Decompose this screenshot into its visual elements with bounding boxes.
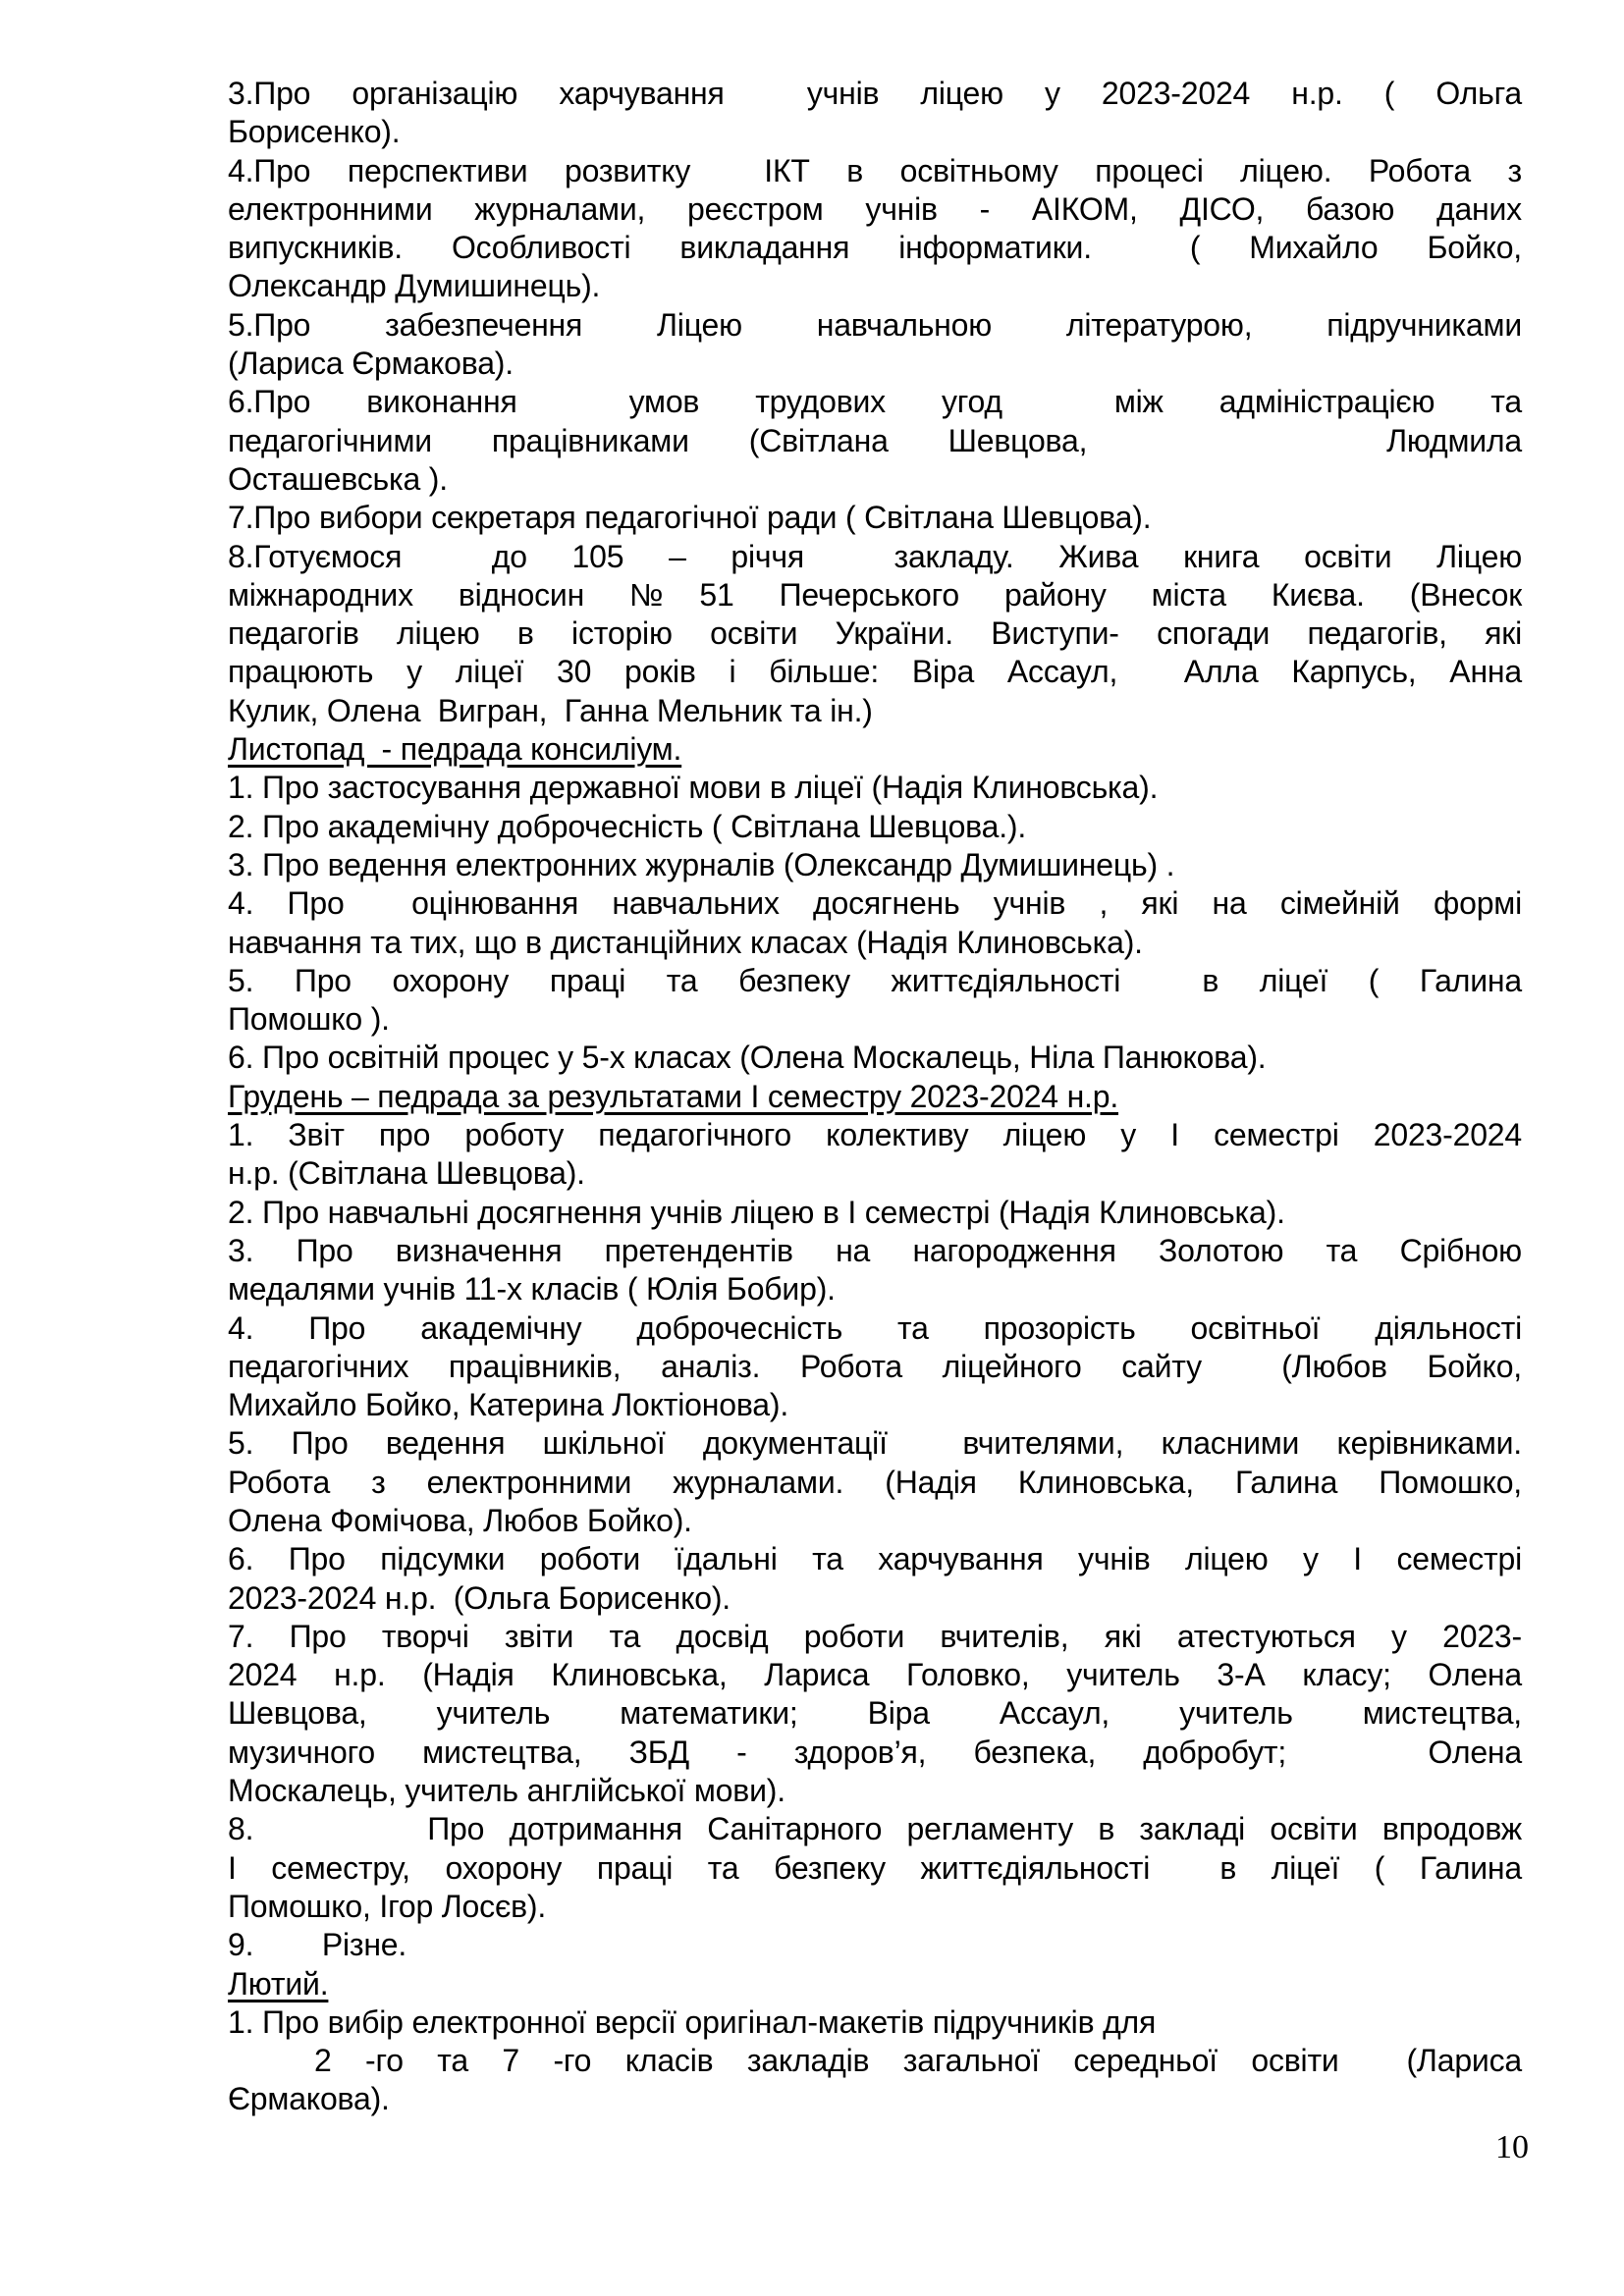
text-line: 8.Готуємося до 105 – річчя закладу. Жива книга освіти Ліцею <box>228 538 1522 574</box>
paragraph <box>228 2003 1522 2042</box>
text-line: 7.Про вибори секретаря педагогічної ради ( Світлана Шевцова). <box>228 500 1152 536</box>
text-line: Лютий. <box>228 1965 329 2002</box>
text-line: н.р. (Світлана Шевцова). <box>228 1155 585 1192</box>
text-line: Олена Фомічова, Любов Бойко). <box>228 1502 692 1538</box>
paragraph <box>228 1194 1522 1232</box>
text-line: 2. Про академічну доброчесність ( Світлана Шевцова.). <box>228 808 1027 844</box>
paragraph <box>228 2042 1522 2119</box>
text-line: 1. Про застосування державної мови в ліцеї (Надія Клиновська). <box>228 770 1159 806</box>
text-line: (Лариса Єрмакова). <box>228 346 514 382</box>
paragraph <box>228 1309 1522 1425</box>
paragraph <box>228 962 1522 1040</box>
text-line: 3. Про ведення електронних журналів (Олександр Думишинець) . <box>228 846 1175 882</box>
paragraph <box>228 1810 1522 1926</box>
text-line: 9. Різне. <box>228 1927 407 1963</box>
paragraph <box>228 538 1522 730</box>
text-line: І семестру, охорону праці та безпеку життєдіяльності в ліцеї ( Галина <box>228 1849 1522 1886</box>
text-line: Помошко ). <box>228 1001 390 1038</box>
paragraph <box>228 1039 1522 1077</box>
paragraph <box>228 1116 1522 1194</box>
paragraph <box>228 1540 1522 1618</box>
text-line: педагогічних працівників, аналіз. Робота ліцейного сайту (Любов Бойко, <box>228 1348 1522 1384</box>
text-line: Робота з електронними журналами. (Надія Клиновська, Галина Помошко, <box>228 1464 1522 1500</box>
text-line: 2. Про навчальні досягнення учнів ліцею в І семестрі (Надія Клиновська). <box>228 1194 1285 1230</box>
text-line: Кулик, Олена Вигран, Ганна Мельник та ін.) <box>228 692 873 728</box>
text-line: працюють у ліцеї 30 років і більше: Віра Ассаул, Алла Карпусь, Анна <box>228 654 1522 690</box>
paragraph <box>228 808 1522 846</box>
paragraph <box>228 769 1522 807</box>
paragraph <box>228 1424 1522 1540</box>
text-line: Єрмакова). <box>228 2081 390 2117</box>
text-line: 2024 н.р. (Надія Клиновська, Лариса Головко, учитель 3-А класу; Олена <box>228 1657 1522 1693</box>
paragraph <box>228 306 1522 384</box>
text-line: медалями учнів 11-х класів ( Юлія Бобир). <box>228 1271 836 1308</box>
text-line: навчання та тих, що в дистанційних класах (Надія Клиновська). <box>228 924 1143 960</box>
text-line: 5. Про ведення шкільної документації вчителями, класними керівниками. <box>228 1425 1522 1462</box>
page-number: 10 <box>1495 2129 1529 2165</box>
text-line: музичного мистецтва, ЗБД - здоров’я, безпека, добробут; Олена <box>228 1734 1522 1770</box>
text-line: педагогічними працівниками (Світлана Шевцова, Людмила <box>228 422 1522 458</box>
paragraph <box>228 1232 1522 1309</box>
text-line: 7. Про творчі звіти та досвід роботи вчителів, які атестуються у 2023- <box>228 1618 1522 1654</box>
text-line: Помошко, Ігор Лосєв). <box>228 1888 547 1924</box>
paragraph <box>228 499 1522 537</box>
text-line: електронними журналами, реєстром учнів - АІКОМ, ДІСО, базою даних <box>228 190 1522 227</box>
text-line: 8. Про дотримання Санітарного регламенту в закладі освіти впродовж <box>228 1811 1522 1847</box>
text-line: Шевцова, учитель математики; Віра Ассаул, учитель мистецтва, <box>228 1695 1522 1732</box>
section-heading <box>228 1965 1522 2003</box>
paragraph <box>228 383 1522 499</box>
text-line: 4.Про перспективи розвитку ІКТ в освітньому процесі ліцею. Робота з <box>228 152 1522 188</box>
section-heading <box>228 1078 1522 1116</box>
text-line: Олександр Думишинець). <box>228 268 601 304</box>
paragraph <box>228 152 1522 306</box>
text-line: 3. Про визначення претендентів на нагородження Золотою та Срібною <box>228 1232 1522 1268</box>
paragraph <box>228 75 1522 152</box>
text-line: Борисенко). <box>228 114 401 150</box>
text-line: педагогів ліцею в історію освіти України. Виступи- спогади педагогів, які <box>228 615 1522 652</box>
text-line: Москалець, учитель англійської мови). <box>228 1773 785 1809</box>
document-body <box>228 75 1522 2119</box>
text-line: Михайло Бойко, Катерина Локтіонова). <box>228 1387 789 1423</box>
text-line: Листопад - педрада консиліум. <box>228 731 682 768</box>
paragraph <box>228 1618 1522 1810</box>
text-line: 2023-2024 н.р. (Ольга Борисенко). <box>228 1579 731 1616</box>
text-line: 2 -го та 7 -го класів закладів загальної середньої освіти (Лариса <box>314 2043 1522 2079</box>
text-line: 5.Про забезпечення Ліцею навчальною літературою, підручниками <box>228 306 1522 343</box>
paragraph <box>228 846 1522 884</box>
text-line: Осташевська ). <box>228 460 448 497</box>
text-line: 5. Про охорону праці та безпеку життєдіяльності в ліцеї ( Галина <box>228 962 1522 998</box>
text-line: випускників. Особливості викладання інформатики. ( Михайло Бойко, <box>228 230 1522 266</box>
text-line: 6. Про освітній процес у 5-х класах (Олена Москалець, Ніла Панюкова). <box>228 1040 1267 1076</box>
text-line: Грудень – педрада за результатами І семестру 2023-2024 н.р. <box>228 1078 1119 1114</box>
text-line: 3.Про організацію харчування учнів ліцею у 2023-2024 н.р. ( Ольга <box>228 76 1522 111</box>
text-line: 4. Про академічну доброчесність та прозорість освітньої діяльності <box>228 1309 1522 1346</box>
paragraph <box>228 1926 1522 1964</box>
paragraph <box>228 884 1522 962</box>
text-line: 6.Про виконання умов трудових угод між адміністрацією та <box>228 384 1522 420</box>
text-line: міжнародних відносин №51 Печерського району міста Києва. (Внесок <box>228 576 1522 613</box>
text-line: 4. Про оцінювання навчальних досягнень учнів , які на сімейній формі <box>228 885 1522 922</box>
text-line: 6. Про підсумки роботи їдальні та харчування учнів ліцею у І семестрі <box>228 1541 1522 1577</box>
text-line: 1. Звіт про роботу педагогічного колективу ліцею у І семестрі 2023-2024 <box>228 1117 1522 1153</box>
text-line: 1. Про вибір електронної версії оригінал-макетів підручників для <box>228 2003 1157 2040</box>
section-heading <box>228 730 1522 769</box>
